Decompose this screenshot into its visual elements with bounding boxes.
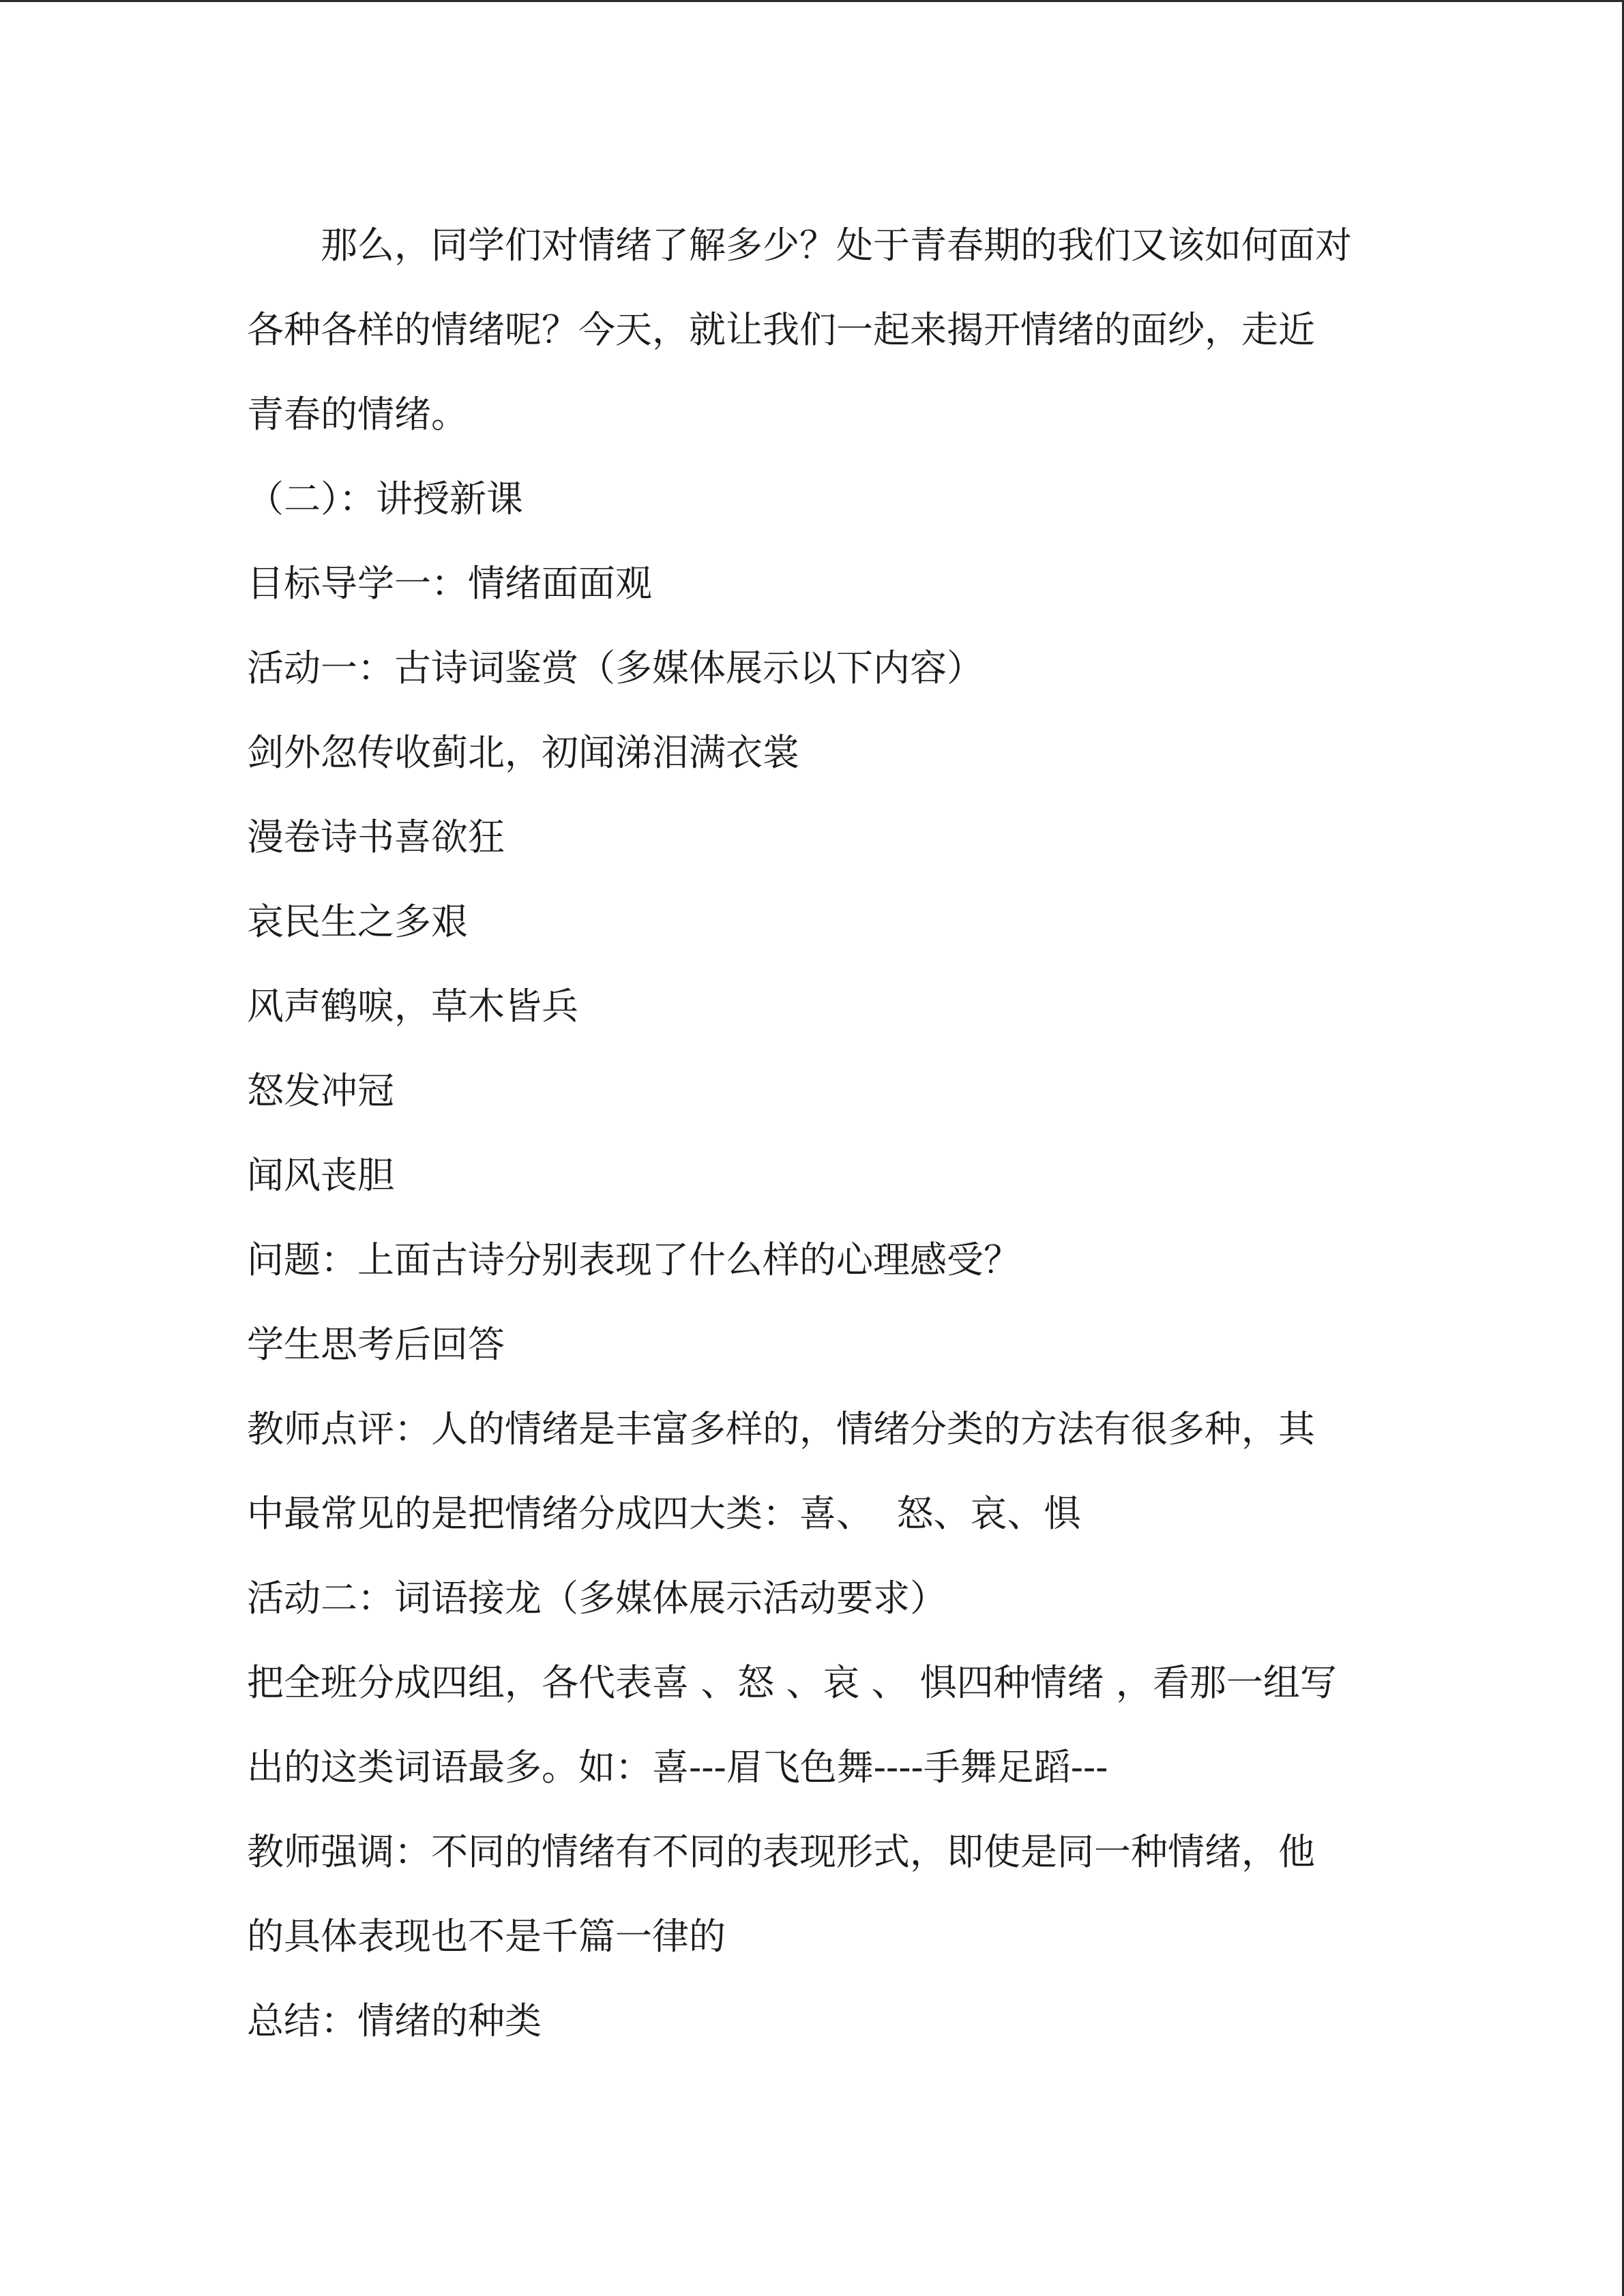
poem-line: 漫卷诗书喜欲狂 xyxy=(247,816,505,859)
student-answer xyxy=(247,1302,1379,1387)
teacher-emphasis-line-2: 的具体表现也不是千篇一律的 xyxy=(247,1915,726,1958)
intro-paragraph xyxy=(247,203,1379,457)
intro-line-1: 那么，同学们对情绪了解多少？处于青春期的我们又该如何面对 xyxy=(321,224,1352,267)
teacher-comment-line-2: 中最常见的是把情绪分成四大类：喜、 怒、哀、惧 xyxy=(247,1492,1081,1535)
activity1-heading-text: 活动一：古诗词鉴赏（多媒体展示以下内容） xyxy=(247,646,984,689)
teacher-comment-line-1: 教师点评：人的情绪是丰富多样的，情绪分类的方法有很多种，其 xyxy=(247,1407,1315,1450)
poem-list xyxy=(247,711,1379,1218)
poem-line: 闻风丧胆 xyxy=(247,1154,394,1197)
poem-line: 风声鹤唳，草木皆兵 xyxy=(247,985,578,1028)
goal-heading-text: 目标导学一：情绪面面观 xyxy=(247,562,652,605)
activity2-desc-line-2: 出的这类词语最多。如：喜---眉飞色舞----手舞足蹈--- xyxy=(247,1746,1108,1789)
poem-line: 怒发冲冠 xyxy=(247,1069,394,1112)
activity2-desc-line-1: 把全班分成四组，各代表喜 、怒 、哀 、 惧四种情绪 ，看那一组写 xyxy=(247,1661,1337,1704)
question-text: 问题：上面古诗分别表现了什么样的心理感受？ xyxy=(247,1238,1020,1281)
document-body xyxy=(247,203,1379,2063)
intro-line-2: 各种各样的情绪呢？今天，就让我们一起来揭开情绪的面纱，走近 xyxy=(247,308,1315,351)
teacher-comment xyxy=(247,1387,1379,1556)
poem-line: 哀民生之多艰 xyxy=(247,900,468,943)
activity2-heading-text: 活动二：词语接龙（多媒体展示活动要求） xyxy=(247,1577,947,1620)
goal-heading xyxy=(247,541,1379,626)
summary xyxy=(247,1979,1379,2063)
section-heading-text: （二）：讲授新课 xyxy=(247,477,523,520)
teacher-emphasis-line-1: 教师强调：不同的情绪有不同的表现形式，即使是同一种情绪，他 xyxy=(247,1830,1315,1873)
activity2-heading xyxy=(247,1556,1379,1641)
section-heading xyxy=(247,457,1379,541)
teacher-emphasis xyxy=(247,1810,1379,1979)
intro-line-3: 青春的情绪。 xyxy=(247,393,468,436)
activity2-description xyxy=(247,1641,1379,1810)
student-answer-text: 学生思考后回答 xyxy=(247,1323,505,1366)
activity1-heading xyxy=(247,626,1379,711)
summary-text: 总结：情绪的种类 xyxy=(247,1999,542,2042)
question xyxy=(247,1218,1379,1302)
poem-line: 剑外忽传收蓟北，初闻涕泪满衣裳 xyxy=(247,731,799,774)
